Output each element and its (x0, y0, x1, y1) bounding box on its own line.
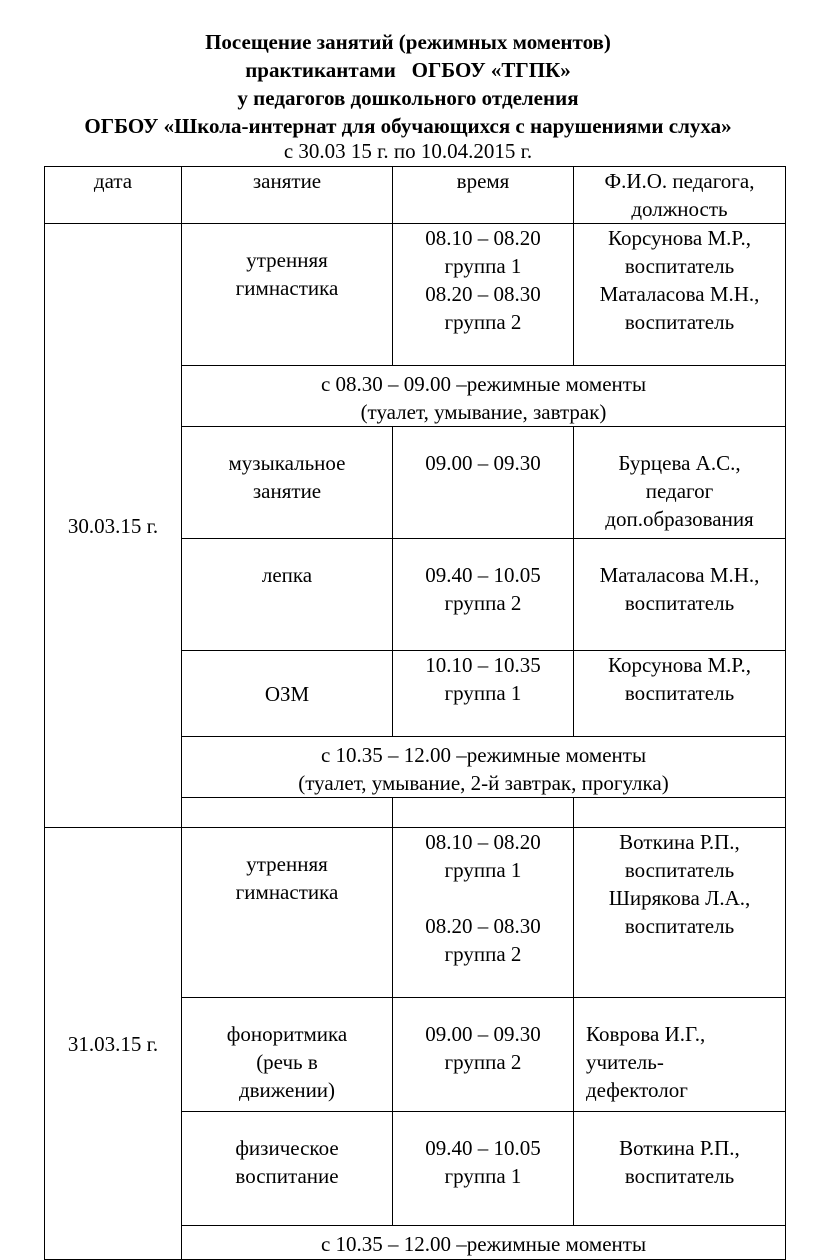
teacher-line: воспитатель (624, 1164, 735, 1188)
time-cell (393, 1112, 574, 1226)
table-row (45, 224, 786, 366)
activity-line: физическое (235, 1136, 339, 1160)
title-line: у педагогов дошкольного отделения (237, 86, 579, 110)
title-line: практикантами ОГБОУ «ТГПК» (245, 58, 571, 82)
empty-cell (182, 798, 393, 828)
time-line: 09.00 – 09.30 (425, 1022, 541, 1046)
activity-line: ОЗМ (264, 681, 310, 706)
teacher-line: доп.образования (605, 507, 754, 531)
time-cell (393, 651, 574, 737)
title-line: Посещение занятий (режимных моментов) (205, 30, 611, 54)
activity-line: музыкальное (228, 451, 346, 475)
activity-line: лепка (261, 563, 313, 587)
teacher-line: Корсунова М.Р., (608, 226, 751, 250)
teacher-cell (574, 224, 786, 366)
teacher-line: Воткина Р.П., (619, 830, 740, 854)
activity-cell (182, 427, 393, 539)
teacher-line: воспитатель (624, 254, 735, 278)
teacher-line: учитель- (586, 1050, 664, 1074)
time-line: группа 1 (444, 858, 522, 882)
activity-cell (182, 651, 393, 737)
note-line: с 10.35 – 12.00 –режимные моменты (320, 743, 647, 767)
activity-cell (182, 998, 393, 1112)
time-cell (393, 998, 574, 1112)
time-line: 10.10 – 10.35 (425, 653, 541, 677)
teacher-line: педагог (645, 479, 714, 503)
activity-cell (182, 828, 393, 998)
column-header-teacher: Ф.И.О. педагога, должность (574, 167, 786, 224)
time-line: группа 2 (444, 942, 522, 966)
time-cell (393, 828, 574, 998)
teacher-cell (574, 1112, 786, 1226)
activity-cell (182, 224, 393, 366)
date-cell: 30.03.15 г. (45, 224, 182, 828)
note-line: с 10.35 – 12.00 –режимные моменты (320, 1232, 647, 1256)
activity-line: воспитание (235, 1164, 339, 1188)
teacher-line: Маталасова М.Н., (599, 563, 760, 587)
time-line: 09.40 – 10.05 (425, 1136, 541, 1160)
teacher-line: Воткина Р.П., (619, 1136, 740, 1160)
routine-note (182, 737, 786, 798)
time-line: группа 1 (444, 681, 522, 705)
teacher-line: воспитатель (624, 591, 735, 615)
time-line: группа 2 (444, 1050, 522, 1074)
time-line: 09.40 – 10.05 (425, 563, 541, 587)
activity-cell (182, 1112, 393, 1226)
routine-note (182, 366, 786, 427)
time-line: группа 1 (444, 254, 522, 278)
activity-cell (182, 539, 393, 651)
time-cell (393, 539, 574, 651)
note-line: с 08.30 – 09.00 –режимные моменты (320, 372, 647, 396)
routine-note (182, 1226, 786, 1260)
time-line: группа 1 (444, 1164, 522, 1188)
time-spacer (397, 884, 569, 912)
teacher-cell (574, 539, 786, 651)
column-header-date: дата (45, 167, 182, 224)
teacher-line: воспитатель (624, 858, 735, 882)
activity-line: утренняя (246, 852, 328, 876)
table-row (45, 828, 786, 998)
date-cell: 31.03.15 г. (45, 828, 182, 1260)
teacher-cell (574, 998, 786, 1112)
activity-line: занятие (252, 479, 322, 503)
teacher-line: Ширякова Л.А., (608, 886, 751, 910)
time-line: 08.20 – 08.30 (425, 914, 541, 938)
time-line: группа 2 (444, 310, 522, 334)
period: с 30.03 15 г. по 10.04.2015 г. (283, 139, 533, 163)
time-cell (393, 224, 574, 366)
time-line: группа 2 (444, 591, 522, 615)
teacher-line: воспитатель (624, 310, 735, 334)
time-line: 08.20 – 08.30 (425, 282, 541, 306)
column-header-time: время (393, 167, 574, 224)
teacher-cell (574, 828, 786, 998)
time-line: 08.10 – 08.20 (425, 830, 541, 854)
document-title (0, 28, 816, 140)
teacher-line: Корсунова М.Р., (608, 653, 751, 677)
activity-line: утренняя (246, 248, 328, 272)
activity-line: фоноритмика (226, 1022, 348, 1046)
teacher-cell (574, 651, 786, 737)
empty-cell (574, 798, 786, 828)
note-line: (туалет, умывание, завтрак) (360, 400, 607, 424)
time-cell (393, 427, 574, 539)
teacher-line: воспитатель (624, 681, 735, 705)
empty-cell (393, 798, 574, 828)
teacher-line: Коврова И.Г., (586, 1022, 706, 1046)
title-line: ОГБОУ «Школа-интернат для обучающихся с нарушениями слуха» (84, 114, 732, 138)
table-header-row (45, 167, 786, 224)
activity-line: гимнастика (235, 276, 339, 300)
teacher-line: Бурцева А.С., (618, 451, 741, 475)
activity-line: движении) (238, 1078, 336, 1102)
teacher-cell (574, 427, 786, 539)
activity-line: гимнастика (235, 880, 339, 904)
note-line: (туалет, умывание, 2-й завтрак, прогулка) (298, 771, 669, 795)
schedule-table (44, 166, 786, 1260)
teacher-line: Маталасова М.Н., (599, 282, 760, 306)
activity-line: (речь в (256, 1050, 318, 1074)
time-line: 08.10 – 08.20 (425, 226, 541, 250)
teacher-line: дефектолог (586, 1078, 688, 1102)
teacher-line: воспитатель (624, 914, 735, 938)
column-header-activity: занятие (182, 167, 393, 224)
time-line: 09.00 – 09.30 (425, 451, 541, 475)
